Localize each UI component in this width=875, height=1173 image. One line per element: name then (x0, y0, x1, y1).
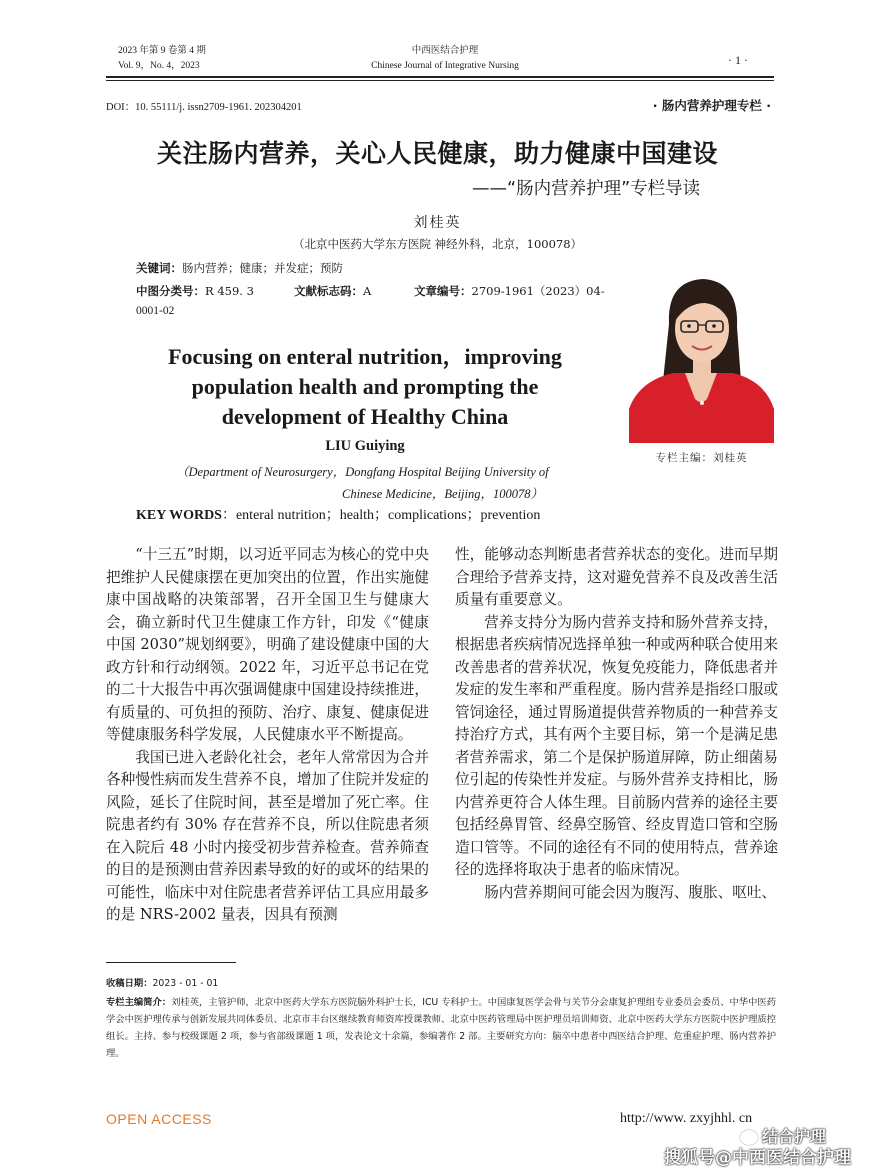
article-no-label: 文章编号： (414, 284, 472, 298)
clc-label: 中图分类号： (136, 284, 205, 298)
received-value: 2023 - 01 - 01 (152, 978, 219, 989)
classification-line (136, 283, 605, 299)
body-paragraph: 营养支持分为肠内营养支持和肠外营养支持，根据患者疾病情况选择单独一种或两种联合使用来改善患者的营养状况，恢复免疫能力，降低患者并发症的发生率和严重程度。肠内营养是指经口服或管饲途径，通过胃肠道提供营养物质的一种营养支持治疗方式，其有两个主要目标，第一个是满足患者营养需求，第二个是保护肠道屏障，防止细菌易位引起的传染性并发症。与肠外营养支持相比，肠内营养更符合人体生理。目前肠内营养的途径主要包括经鼻胃管、经鼻空肠管、经皮胃造口管和空肠造口管等。不同的途径有不同的使用特点，营养途径的选择将取决于患者的临床情况。 (455, 613, 778, 878)
english-title-line: Focusing on enteral nutrition，improving (168, 344, 562, 369)
issue-info (118, 44, 206, 74)
watermark-source: 搜狐号@中西医结合护理 (664, 1148, 851, 1168)
journal-en: Chinese Journal of Integrative Nursing (371, 61, 519, 71)
keywords-en-label: KEY WORDS (136, 508, 222, 523)
received-label: 收稿日期： (106, 978, 153, 989)
author-en: LIU Guiying (325, 438, 405, 454)
body-paragraph: 我国已进入老龄化社会，老年人常常因为合并各种慢性病而发生营养不良，增加了住院并发症的风险，延长了住院时间，甚至是增加了死亡率。住院患者约有 30% 存在营养不良，所以住院患者须在入院后 48 小时内接受初步营养检查。营养筛查的目的是预测由营养因素导致的好的或坏的结果的可能性，临床中对住院患者营养评估工具应用最多的是 NRS-2002 量表，因具有预测 (106, 748, 429, 923)
keywords-cn-label: 关键词： (136, 261, 182, 275)
english-title (130, 342, 600, 432)
received-date (106, 975, 776, 992)
editor-photo (629, 269, 774, 443)
issue-cn: 2023 年第 9 卷第 4 期 (118, 46, 206, 56)
journal-cn: 中西医结合护理 (411, 46, 479, 56)
affiliation-en-line: Chinese Medicine，Beijing，100078） (342, 487, 544, 501)
body-column-right (455, 544, 778, 904)
editor-bio-label: 专栏主编简介： (106, 997, 172, 1008)
affiliation-cn: （北京中医药大学东方医院 神经外科，北京，100078） (292, 237, 583, 251)
body-column-left (106, 544, 429, 927)
english-title-line: population health and prompting the (191, 374, 539, 399)
journal-url[interactable]: http://www. zxyjhhl. cn (620, 1111, 753, 1126)
editor-bio-text: 刘桂英，主管护师，北京中医药大学东方医院脑外科护士长，ICU 专科护士。中国康复医学会骨与关节分会康复护理组专业委员会委员、中华中医药学会中医护理传承与创新发展共同体委员、北京市丰台区继续教育师资库授课教师、北京中医药管理局中医护理员培训师资、北京中医药大学东方医院中医护理质控组长。主持、参与校级课题 2 项，参与省部级课题 1 项，发表论文十余篇，参编著作 2 部。主要研究方向：脑卒中患者中西医结合护理、危重症护理、肠内营养护理。 (106, 997, 776, 1059)
body-paragraph: “十三五”时期，以习近平同志为核心的党中央把维护人民健康摆在更加突出的位置，作出实施健康中国战略的决策部署，召开全国卫生与健康大会，确立新时代卫生健康工作方针，印发《“健康中国 2030”规划纲要》，明确了建设健康中国的大政方针和行动纲领。2022 年，习近平总书记在党的二十大报告中再次强调健康中国建设持续推进，有质量的、可负担的预防、治疗、康复、健康促进等健康服务科学发展，人民健康水平不断提高。 (106, 546, 429, 743)
header-rule-thick (106, 76, 774, 78)
clc-value: R 459. 3 (205, 284, 254, 298)
footnote-rule (106, 962, 236, 963)
open-access-label: OPEN ACCESS (106, 1111, 212, 1127)
photo-caption: 专栏主编：刘桂英 (655, 452, 748, 464)
doi[interactable]: DOI：10. 55111/j. issn2709-1961. 202304201 (106, 102, 302, 113)
keywords-en (136, 504, 540, 524)
header-rule-thin (106, 80, 774, 81)
keywords-cn-text: 肠内营养；健康；并发症；预防 (182, 261, 343, 275)
keywords-en-text: ：enteral nutrition；health；complications；prevention (221, 508, 541, 523)
body-paragraph: 性，能够动态判断患者营养状态的变化。进而早期合理给予营养支持，这对避免营养不良及改善生活质量有重要意义。 (455, 546, 778, 608)
keywords-cn (136, 260, 343, 276)
affiliation-en-line: （Department of Neurosurgery，Dongfang Hospital Beijing University of (176, 465, 549, 479)
page-subtitle: ——“肠内营养护理”专栏导读 (472, 179, 701, 199)
doc-code-value: A (363, 284, 372, 298)
journal-name (300, 44, 590, 74)
editor-portrait (629, 269, 774, 443)
page-title: 关注肠内营养，关心人民健康，助力健康中国建设 (156, 139, 718, 168)
article-no-value: 2709-1961（2023）04- (471, 284, 605, 298)
editor-bio (106, 994, 776, 1062)
issue-en: Vol. 9，No. 4，2023 (118, 61, 200, 71)
author-cn: 刘桂英 (413, 215, 462, 231)
watermark-line1: 结合护理 (762, 1127, 827, 1146)
column-tag: · 肠内营养护理专栏 · (652, 98, 771, 113)
doc-code-label: 文献标志码： (294, 284, 363, 298)
page-number: · 1 · (728, 53, 748, 67)
body-paragraph: 肠内营养期间可能会因为腹泻、腹胀、呕吐、 (484, 883, 777, 901)
english-title-line: development of Healthy China (221, 404, 509, 429)
article-no-continued: 0001-02 (136, 305, 175, 317)
